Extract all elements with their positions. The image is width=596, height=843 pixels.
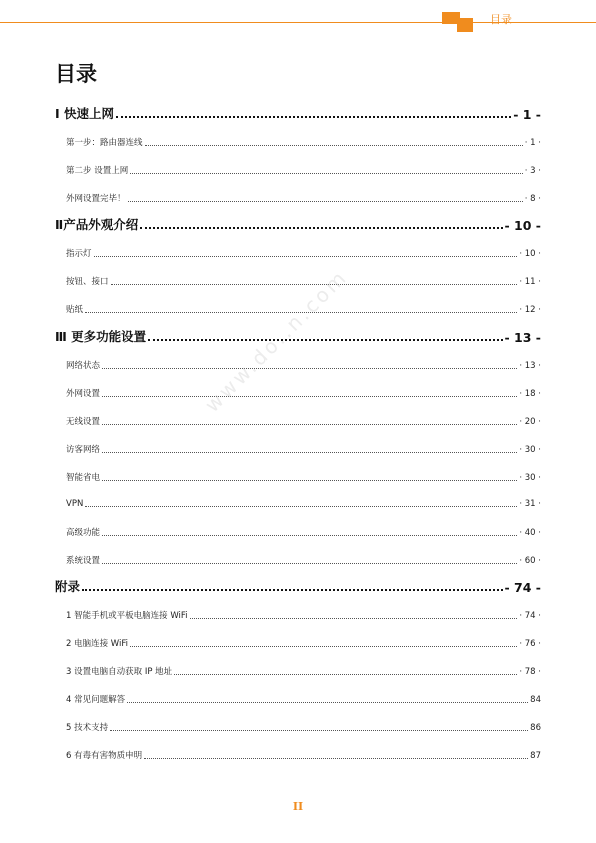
toc-entry[interactable] (66, 749, 541, 761)
toc-entry-title: 5 技术支持 (66, 722, 109, 733)
toc-section[interactable] (55, 104, 541, 122)
toc-page-number: - 1 - (513, 107, 541, 122)
toc-page-number: 86 (530, 722, 541, 733)
toc-entry-title: 按钮、接口 (66, 276, 109, 287)
toc-leader (127, 702, 528, 703)
toc-entry-title: 智能省电 (66, 472, 101, 483)
toc-page-number: · 60 · (519, 556, 541, 567)
toc-leader (128, 201, 523, 202)
toc-leader (102, 396, 517, 397)
toc-page-number: · 31 · (519, 498, 541, 509)
toc-leader (102, 452, 517, 453)
toc-page-number: · 10 · (519, 249, 541, 259)
toc-page-number: - 13 - (504, 330, 541, 345)
toc-entry[interactable] (66, 275, 541, 287)
toc-entry-title: 网络状态 (66, 361, 101, 371)
toc-entry-title: 6 有毒有害物质申明 (66, 750, 143, 761)
toc-section[interactable] (55, 577, 541, 595)
toc-entry-title: 3 设置电脑自动获取 IP 地址 (66, 666, 173, 677)
toc-entry[interactable] (66, 499, 541, 509)
toc-leader (145, 145, 523, 146)
toc-entry[interactable] (66, 164, 541, 176)
toc-leader (94, 256, 518, 257)
toc-entry-title: 指示灯 (66, 249, 92, 259)
page-number: II (292, 800, 304, 813)
toc-entry[interactable] (66, 609, 541, 621)
toc-leader (140, 227, 502, 229)
toc-entry-title: 外网设置 (66, 388, 101, 399)
toc-entry-title: 第一步：路由器连线 (66, 138, 143, 148)
toc-leader (102, 480, 517, 481)
toc-entry[interactable] (66, 471, 541, 483)
toc-leader (116, 116, 511, 118)
toc-page-number: 87 (530, 750, 541, 761)
toc-entry-title: 外网设置完毕！ (66, 193, 126, 204)
toc-entry[interactable] (66, 443, 541, 455)
toc-leader (102, 368, 517, 369)
toc-entry[interactable] (66, 359, 541, 371)
toc-page-number: · 8 · (524, 193, 541, 204)
toc-leader (85, 506, 517, 507)
toc-section-title: Ⅰ 快速上网 (55, 106, 115, 121)
toc-entry-title: 高级功能 (66, 528, 101, 539)
toc-page-number: · 18 · (519, 388, 541, 399)
toc-leader (102, 424, 517, 425)
toc-leader (130, 646, 517, 647)
toc-page-number: · 30 · (519, 444, 541, 455)
toc-entry-title: 2 电脑连接 WiFi (66, 638, 129, 649)
toc-leader (130, 173, 523, 174)
toc-entry-title: 系统设置 (66, 556, 101, 567)
toc-entry[interactable] (66, 247, 541, 259)
toc-entry[interactable] (66, 554, 541, 566)
toc-leader (102, 563, 517, 564)
toc-entry-title: 4 常见问题解答 (66, 694, 126, 705)
toc-entry-title: 无线设置 (66, 416, 101, 427)
toc-page-number: · 1 · (524, 138, 541, 148)
toc-entry-title: 访客网络 (66, 444, 101, 455)
header-title: 目录 (490, 13, 512, 26)
watermark: www.do..n.com (200, 264, 353, 417)
toc-entry-title: 贴纸 (66, 304, 84, 315)
toc-page-number: · 13 · (519, 361, 541, 371)
toc-entry[interactable] (66, 387, 541, 399)
toc-leader (190, 618, 518, 619)
toc-page-number: · 11 · (519, 276, 541, 287)
toc-section-title: Ⅱ产品外观介绍 (55, 217, 139, 232)
toc-page-number: · 20 · (519, 416, 541, 427)
toc-entry[interactable] (66, 136, 541, 148)
toc-section-title: 附录 (55, 579, 81, 594)
toc-leader (102, 535, 517, 536)
toc-entry[interactable] (66, 415, 541, 427)
toc-page-number: - 10 - (504, 218, 541, 233)
toc-page-number: · 40 · (519, 528, 541, 539)
toc-page-number: · 3 · (524, 165, 541, 176)
toc-leader (110, 730, 528, 731)
toc-page-number: · 76 · (519, 638, 541, 649)
toc-entry-title: 第二步 设置上网 (66, 165, 129, 176)
toc-leader (174, 674, 517, 675)
toc-page-number: · 74 · (519, 611, 541, 621)
page-title: 目录 (55, 62, 97, 86)
toc-entry[interactable] (66, 637, 541, 649)
toc-section-title: Ⅲ 更多功能设置 (55, 329, 147, 344)
toc-page-number: · 30 · (519, 472, 541, 483)
toc-entry[interactable] (66, 693, 541, 705)
toc-page-number: - 74 - (504, 580, 541, 595)
toc-entry[interactable] (66, 665, 541, 677)
toc-entry[interactable] (66, 721, 541, 733)
toc-leader (144, 758, 528, 759)
toc-section[interactable] (55, 215, 541, 233)
toc-page-number: · 78 · (519, 666, 541, 677)
toc-leader (148, 339, 502, 341)
toc-entry-title: VPN (66, 498, 84, 509)
toc-entry[interactable] (66, 192, 541, 204)
toc-entry-title: 1 智能手机或平板电脑连接 WiFi (66, 611, 188, 621)
toc-page-number: 84 (530, 694, 541, 705)
toc-leader (82, 589, 503, 591)
toc-entry[interactable] (66, 526, 541, 538)
toc-page-number: · 12 · (519, 304, 541, 315)
